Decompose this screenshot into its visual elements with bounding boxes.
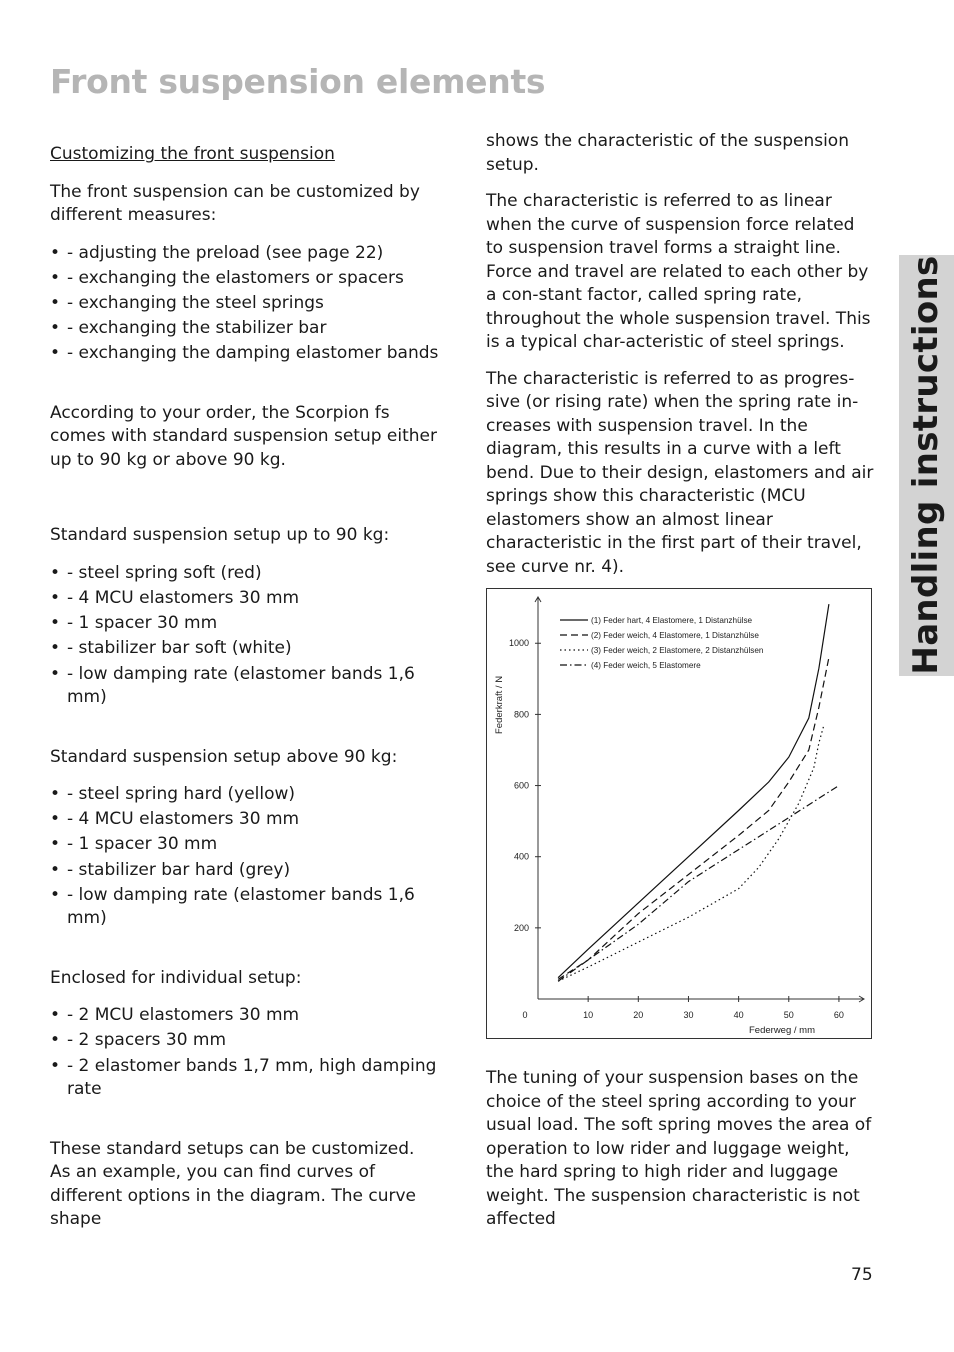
linear-paragraph: The characteristic is referred to as linear when the curve of suspension force related to suspension travel forms a straight line. Force and travel are related to each other by a con-stant factor, called spring rate, throughout the whole suspension travel. This is a typical char-acteristic of steel springs.: [486, 191, 871, 352]
setup-up-heading: Standard suspension setup up to 90 kg:: [50, 525, 390, 546]
list-item: • - low damping rate (elastomer bands 1,6 mm): [50, 663, 440, 710]
side-tab-label: Handling instructions: [906, 255, 946, 675]
tuning-column: [486, 1067, 876, 1232]
x-tick-label: 10: [583, 1010, 594, 1020]
left-column: [50, 143, 440, 1232]
chart-svg: [487, 589, 873, 1040]
spring-chart: [486, 588, 872, 1039]
y-axis-label: Federkraft / N: [494, 675, 505, 734]
x-tick-label: 0: [522, 1010, 528, 1020]
list-item: • - 1 spacer 30 mm: [50, 833, 440, 857]
progressive-paragraph: The characteristic is referred to as progres-sive (or rising rate) when the spring rate in-creases with suspension travel. In the diagram, this results in a curve with a left bend. Due to their design, elastomers and air springs show this characteristic (MCU elastomers show an almost linear characteristic in the first part of their travel, see curve nr. 4).: [486, 368, 874, 577]
list-item: • - exchanging the steel springs: [50, 292, 440, 316]
legend-label-1: (1) Feder hart, 4 Elastomere, 1 Distanzhülse: [591, 616, 753, 625]
list-item: • - stabilizer bar hard (grey): [50, 859, 440, 883]
x-tick-label: 50: [783, 1010, 794, 1020]
intro-paragraph: The front suspension can be customized by different measures:: [50, 181, 420, 225]
measures-list: [50, 242, 440, 366]
x-axis-label: Federweg / mm: [749, 1025, 815, 1036]
page-number: 75: [851, 1265, 873, 1285]
order-paragraph: According to your order, the Scorpion fs comes with standard suspension setup either up to 90 kg or above 90 kg.: [50, 402, 437, 470]
x-tick-label: 20: [633, 1010, 644, 1020]
list-item: • - steel spring soft (red): [50, 562, 440, 586]
legend-label-2: (2) Feder weich, 4 Elastomere, 1 Distanzhülse: [591, 631, 759, 640]
x-tick-label: 30: [683, 1010, 694, 1020]
setup-above-heading: Standard suspension setup above 90 kg:: [50, 746, 398, 767]
setup-above-list: [50, 783, 440, 931]
list-item: • - exchanging the elastomers or spacers: [50, 267, 440, 291]
y-tick-label: 200: [513, 922, 529, 933]
list-item: • - 2 MCU elastomers 30 mm: [50, 1004, 440, 1028]
x-tick-label: 60: [833, 1010, 844, 1020]
continued-paragraph: shows the characteristic of the suspension setup.: [486, 131, 849, 175]
legend-label-4: (4) Feder weich, 5 Elastomere: [591, 661, 701, 670]
legend-label-3: (3) Feder weich, 2 Elastomere, 2 Distanzhülsen: [591, 646, 764, 655]
y-tick-label: 600: [513, 780, 529, 791]
list-item: • - 2 spacers 30 mm: [50, 1029, 440, 1053]
list-item: • - 1 spacer 30 mm: [50, 612, 440, 636]
series-line-4: [558, 786, 839, 982]
y-tick-label: 400: [513, 851, 529, 862]
list-item: • - exchanging the stabilizer bar: [50, 317, 440, 341]
list-item: • - 4 MCU elastomers 30 mm: [50, 808, 440, 832]
section-heading: Customizing the front suspension: [50, 144, 335, 164]
list-item: • - 2 elastomer bands 1,7 mm, high damping rate: [50, 1055, 440, 1102]
right-column: [486, 130, 876, 579]
page-title: Front suspension elements: [50, 62, 546, 101]
enclosed-heading: Enclosed for individual setup:: [50, 967, 302, 988]
side-tab: [899, 255, 954, 676]
list-item: • - low damping rate (elastomer bands 1,6 mm): [50, 884, 440, 931]
setup-up-list: [50, 562, 440, 710]
y-tick-label: 800: [513, 709, 529, 720]
list-item: • - adjusting the preload (see page 22): [50, 242, 440, 266]
list-item: • - 4 MCU elastomers 30 mm: [50, 587, 440, 611]
list-item: • - exchanging the damping elastomer bands: [50, 342, 440, 366]
y-tick-label: 1000: [508, 638, 529, 649]
enclosed-list: [50, 1004, 440, 1101]
list-item: • - steel spring hard (yellow): [50, 783, 440, 807]
list-item: • - stabilizer bar soft (white): [50, 637, 440, 661]
x-tick-label: 40: [733, 1010, 744, 1020]
tuning-paragraph: The tuning of your suspension bases on the choice of the steel spring according to your usual load. The soft spring moves the area of operation to low rider and luggage weight, the hard spring to high rider and luggage weight. The suspension characteristic is not affected: [486, 1068, 872, 1229]
closing-paragraph: These standard setups can be customized. As an example, you can find curves of different options in the diagram. The curve shape: [50, 1138, 416, 1230]
